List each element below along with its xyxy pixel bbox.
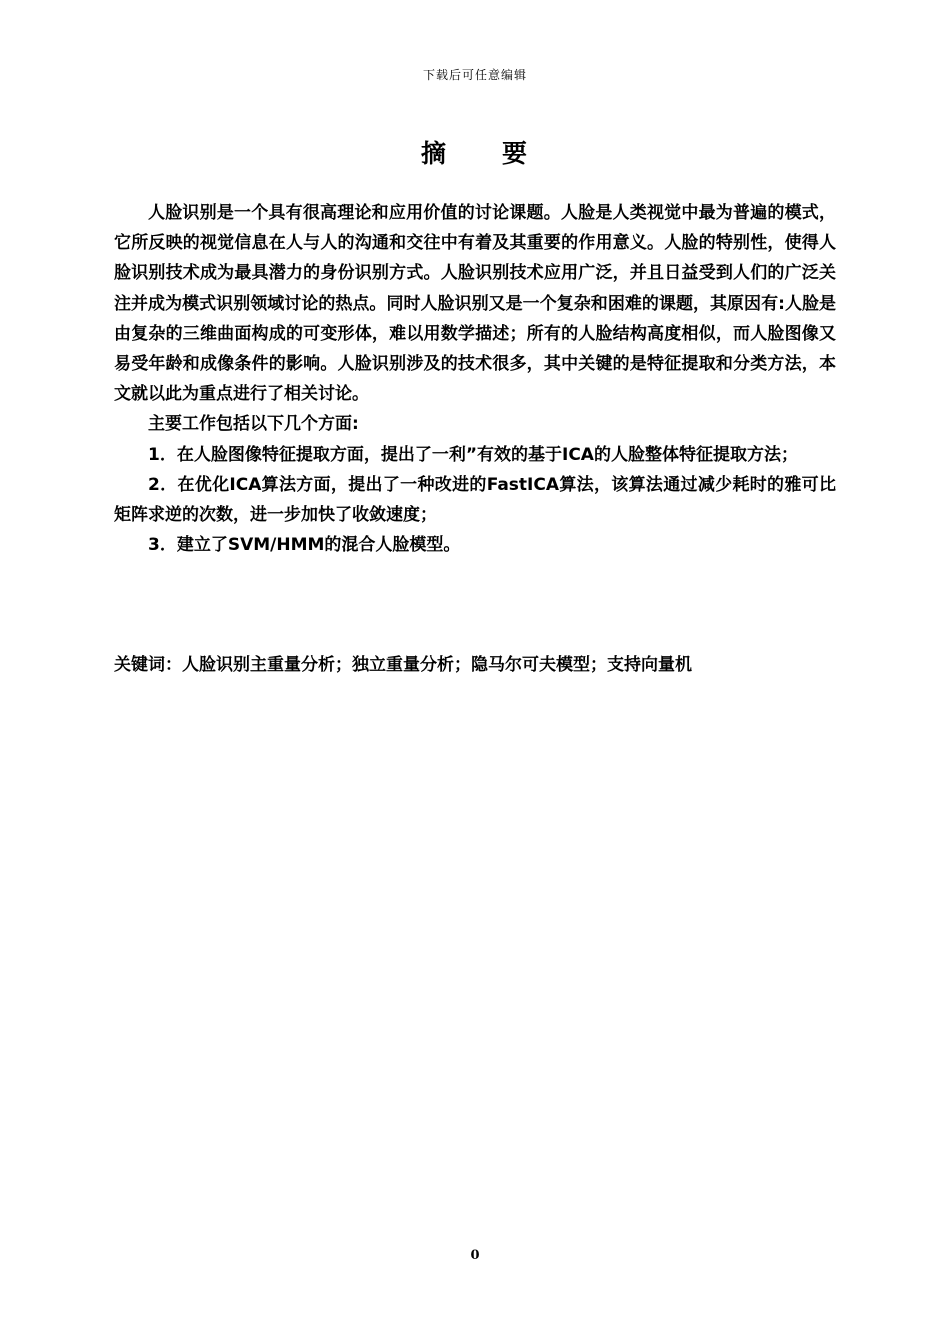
abstract-paragraph-item-3: 3．建立了SVM/HMM的混合人脸模型。 (148, 535, 461, 556)
page-title: 摘 要 (420, 139, 529, 168)
keywords-line (114, 650, 836, 680)
abstract-paragraph-intro: 人脸识别是一个具有很高理论和应用价值的讨论课题。人脸是人类视觉中最为普遍的模式，它所反映的视觉信息在人与人的沟通和交往中有着及其重要的作用意义。人脸的特别性，使得人脸识别技术成为最具潜力的身份识别方式。人脸识别技术应用广泛，并且日益受到人们的广泛关注并成为模式识别领域讨论的热点。同时人脸识别又是一个复杂和困难的课题，其原因有:人脸是由复杂的三维曲面构成的可变形体，难以用数学描述；所有的人脸结构高度相似，而人脸图像又易受年龄和成像条件的影响。人脸识别涉及的技术很多，其中关键的是特征提取和分类方法，本文就以此为重点进行了相关讨论。 (114, 203, 836, 405)
abstract-paragraph-item-2: 2．在优化ICA算法方面，提出了一种改进的FastICA算法，该算法通过减少耗时的雅可比矩阵求逆的次数，进一步加快了收敛速度； (114, 474, 836, 526)
keywords-text: 人脸识别主重量分析；独立重量分析；隐马尔可夫模型；支持向量机 (182, 655, 692, 675)
page-number: 0 (470, 1248, 480, 1263)
abstract-paragraph-item-1: 1．在人脸图像特征提取方面，提出了一利”有效的基于ICA的人脸整体特征提取方法； (148, 444, 798, 465)
header-note: 下载后可任意编辑 (422, 68, 527, 82)
keywords-label: 关键词： (114, 655, 182, 675)
abstract-body (114, 198, 836, 560)
abstract-paragraph-work-intro: 主要工作包括以下几个方面: (148, 414, 359, 435)
